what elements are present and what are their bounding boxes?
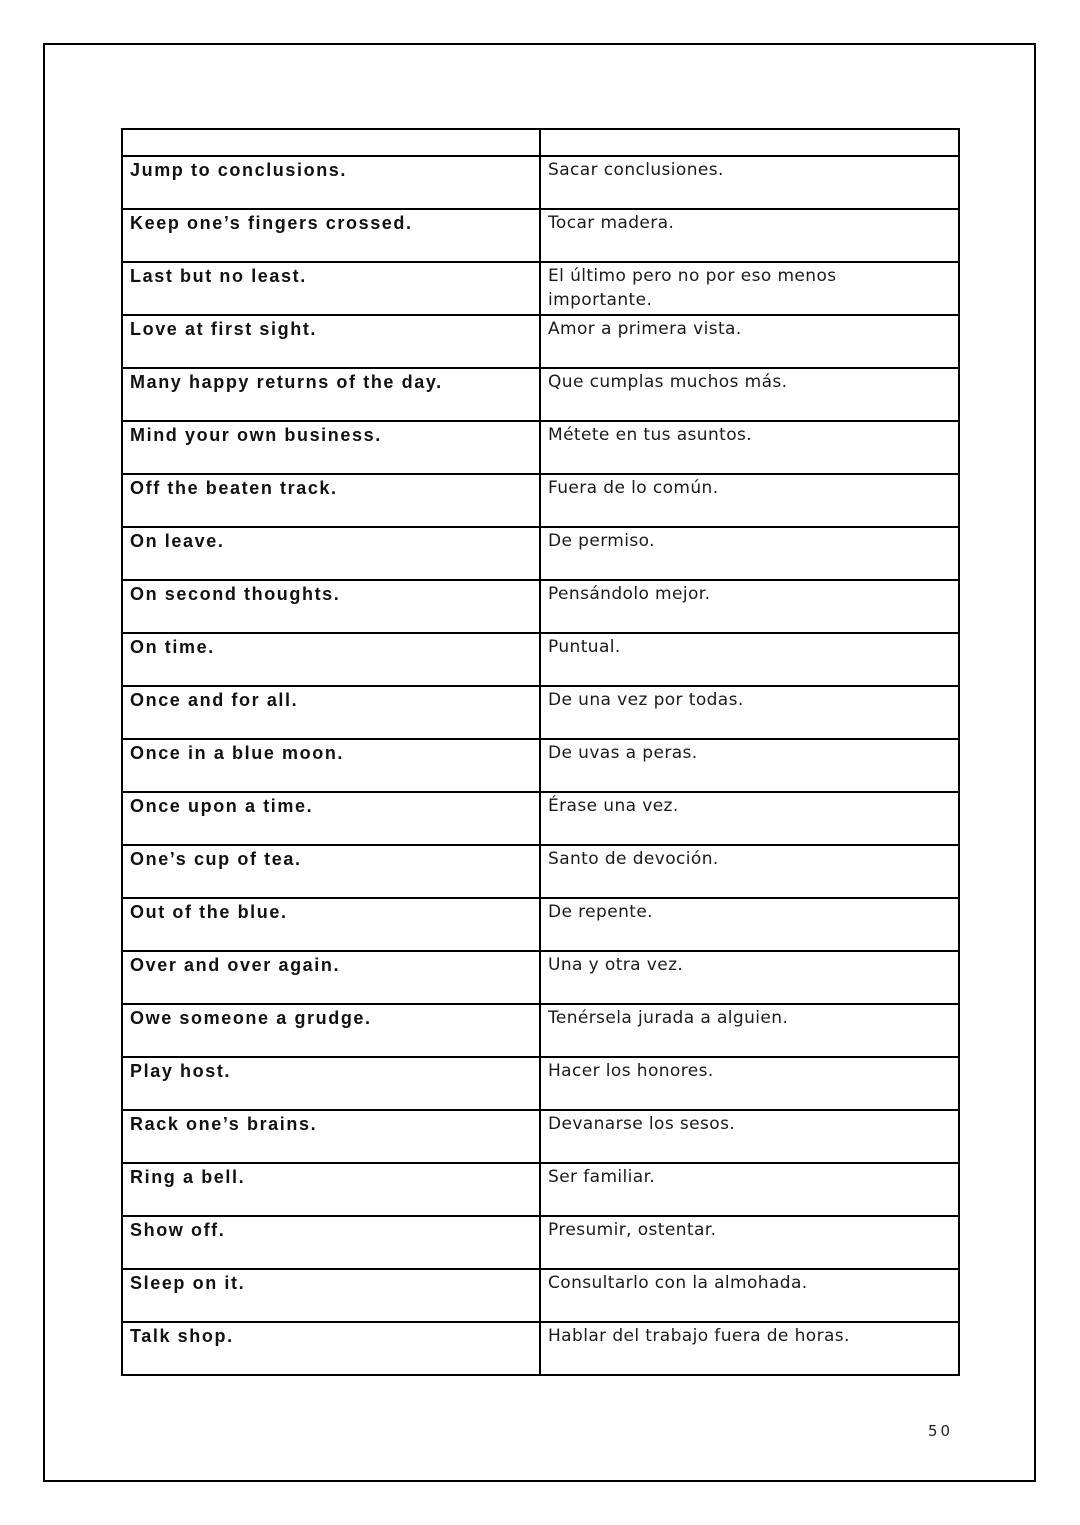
idiom-cell xyxy=(122,1322,540,1375)
idiom-cell xyxy=(122,633,540,686)
translation-text: Presumir, ostentar. xyxy=(548,1220,717,1240)
translation-text: Tenérsela jurada a alguien. xyxy=(548,1008,789,1028)
table-row xyxy=(122,1163,959,1216)
translation-cell xyxy=(540,1057,959,1110)
translation-text: Amor a primera vista. xyxy=(548,319,742,339)
translation-cell xyxy=(540,527,959,580)
idiom-text: Once upon a time. xyxy=(130,796,314,816)
idiom-text: Out of the blue. xyxy=(130,902,288,922)
table-row xyxy=(122,474,959,527)
table-row xyxy=(122,1057,959,1110)
idiom-text: Last but no least. xyxy=(130,266,307,286)
translation-cell xyxy=(540,633,959,686)
table-row xyxy=(122,1216,959,1269)
translation-text: Tocar madera. xyxy=(548,213,675,233)
table-header-row xyxy=(122,129,959,156)
idiom-cell xyxy=(122,739,540,792)
table-row xyxy=(122,845,959,898)
translation-text: Métete en tus asuntos. xyxy=(548,425,753,445)
table-row xyxy=(122,951,959,1004)
table-row xyxy=(122,633,959,686)
translation-text: Santo de devoción. xyxy=(548,849,719,869)
idiom-cell xyxy=(122,1110,540,1163)
idiom-text: Ring a bell. xyxy=(130,1167,246,1187)
translation-text: De uvas a peras. xyxy=(548,743,698,763)
translation-text: Puntual. xyxy=(548,637,621,657)
table-row xyxy=(122,580,959,633)
table-row xyxy=(122,686,959,739)
translation-text: De una vez por todas. xyxy=(548,690,744,710)
translation-cell xyxy=(540,845,959,898)
translation-cell xyxy=(540,1216,959,1269)
idiom-text: Keep one’s fingers crossed. xyxy=(130,213,413,233)
idiom-cell xyxy=(122,368,540,421)
idiom-text: Owe someone a grudge. xyxy=(130,1008,372,1028)
idiom-cell xyxy=(122,156,540,209)
translation-text: De permiso. xyxy=(548,531,655,551)
table-row xyxy=(122,1004,959,1057)
idiom-text: Mind your own business. xyxy=(130,425,382,445)
translation-text: Fuera de lo común. xyxy=(548,478,719,498)
table-row xyxy=(122,1269,959,1322)
translation-text: Consultarlo con la almohada. xyxy=(548,1273,808,1293)
idiom-cell xyxy=(122,1163,540,1216)
idiom-cell xyxy=(122,209,540,262)
table-row xyxy=(122,527,959,580)
table-row xyxy=(122,792,959,845)
idiom-text: On leave. xyxy=(130,531,225,551)
translation-cell xyxy=(540,209,959,262)
idiom-cell xyxy=(122,686,540,739)
translation-cell xyxy=(540,898,959,951)
translation-text: Sacar conclusiones. xyxy=(548,160,724,180)
translation-cell xyxy=(540,739,959,792)
table-row xyxy=(122,315,959,368)
idiom-cell xyxy=(122,951,540,1004)
table-row xyxy=(122,1110,959,1163)
translation-cell xyxy=(540,156,959,209)
translation-cell xyxy=(540,1004,959,1057)
idiom-text: Many happy returns of the day. xyxy=(130,372,443,392)
idiom-text: On second thoughts. xyxy=(130,584,341,604)
translation-text: De repente. xyxy=(548,902,653,922)
table-row xyxy=(122,421,959,474)
idiom-cell xyxy=(122,898,540,951)
idiom-text: One’s cup of tea. xyxy=(130,849,302,869)
translation-cell xyxy=(540,686,959,739)
idiom-text: Rack one’s brains. xyxy=(130,1114,318,1134)
table-row xyxy=(122,156,959,209)
translation-text: Una y otra vez. xyxy=(548,955,684,975)
translation-text: El último pero no por eso menos importante. xyxy=(548,266,837,310)
translation-cell xyxy=(540,262,959,315)
translation-cell xyxy=(540,474,959,527)
translation-text: Pensándolo mejor. xyxy=(548,584,711,604)
translation-text: Ser familiar. xyxy=(548,1167,656,1187)
translation-text: Devanarse los sesos. xyxy=(548,1114,736,1134)
translation-cell xyxy=(540,1110,959,1163)
idiom-text: Jump to conclusions. xyxy=(130,160,348,180)
translation-cell xyxy=(540,315,959,368)
idiom-cell xyxy=(122,845,540,898)
table-row xyxy=(122,262,959,315)
translation-cell xyxy=(540,951,959,1004)
idiom-cell xyxy=(122,1269,540,1322)
translation-cell xyxy=(540,580,959,633)
idiom-text: Sleep on it. xyxy=(130,1273,246,1293)
idiom-cell xyxy=(122,421,540,474)
idiom-text: Love at first sight. xyxy=(130,319,318,339)
translation-cell xyxy=(540,792,959,845)
table-row xyxy=(122,739,959,792)
idiom-table xyxy=(121,128,960,1376)
idiom-table-body xyxy=(122,129,959,1375)
translation-cell xyxy=(540,1269,959,1322)
idiom-cell xyxy=(122,527,540,580)
idiom-text: Over and over again. xyxy=(130,955,341,975)
idiom-cell xyxy=(122,792,540,845)
idiom-cell xyxy=(122,1216,540,1269)
translation-cell xyxy=(540,1322,959,1375)
idiom-text: On time. xyxy=(130,637,215,657)
idiom-text: Show off. xyxy=(130,1220,226,1240)
translation-text: Érase una vez. xyxy=(548,796,679,816)
table-row xyxy=(122,209,959,262)
idiom-text: Once and for all. xyxy=(130,690,299,710)
idiom-text: Play host. xyxy=(130,1061,232,1081)
header-cell-english xyxy=(122,129,540,156)
idiom-cell xyxy=(122,262,540,315)
header-cell-spanish xyxy=(540,129,959,156)
translation-cell xyxy=(540,1163,959,1216)
table-row xyxy=(122,368,959,421)
idiom-cell xyxy=(122,474,540,527)
translation-cell xyxy=(540,368,959,421)
idiom-text: Once in a blue moon. xyxy=(130,743,345,763)
page-number: 50 xyxy=(928,1422,954,1440)
idiom-cell xyxy=(122,315,540,368)
idiom-cell xyxy=(122,1004,540,1057)
table-row xyxy=(122,898,959,951)
translation-text: Hacer los honores. xyxy=(548,1061,714,1081)
idiom-text: Off the beaten track. xyxy=(130,478,338,498)
idiom-cell xyxy=(122,1057,540,1110)
translation-text: Que cumplas muchos más. xyxy=(548,372,788,392)
idiom-cell xyxy=(122,580,540,633)
idiom-text: Talk shop. xyxy=(130,1326,234,1346)
table-row xyxy=(122,1322,959,1375)
translation-text: Hablar del trabajo fuera de horas. xyxy=(548,1326,850,1346)
translation-cell xyxy=(540,421,959,474)
